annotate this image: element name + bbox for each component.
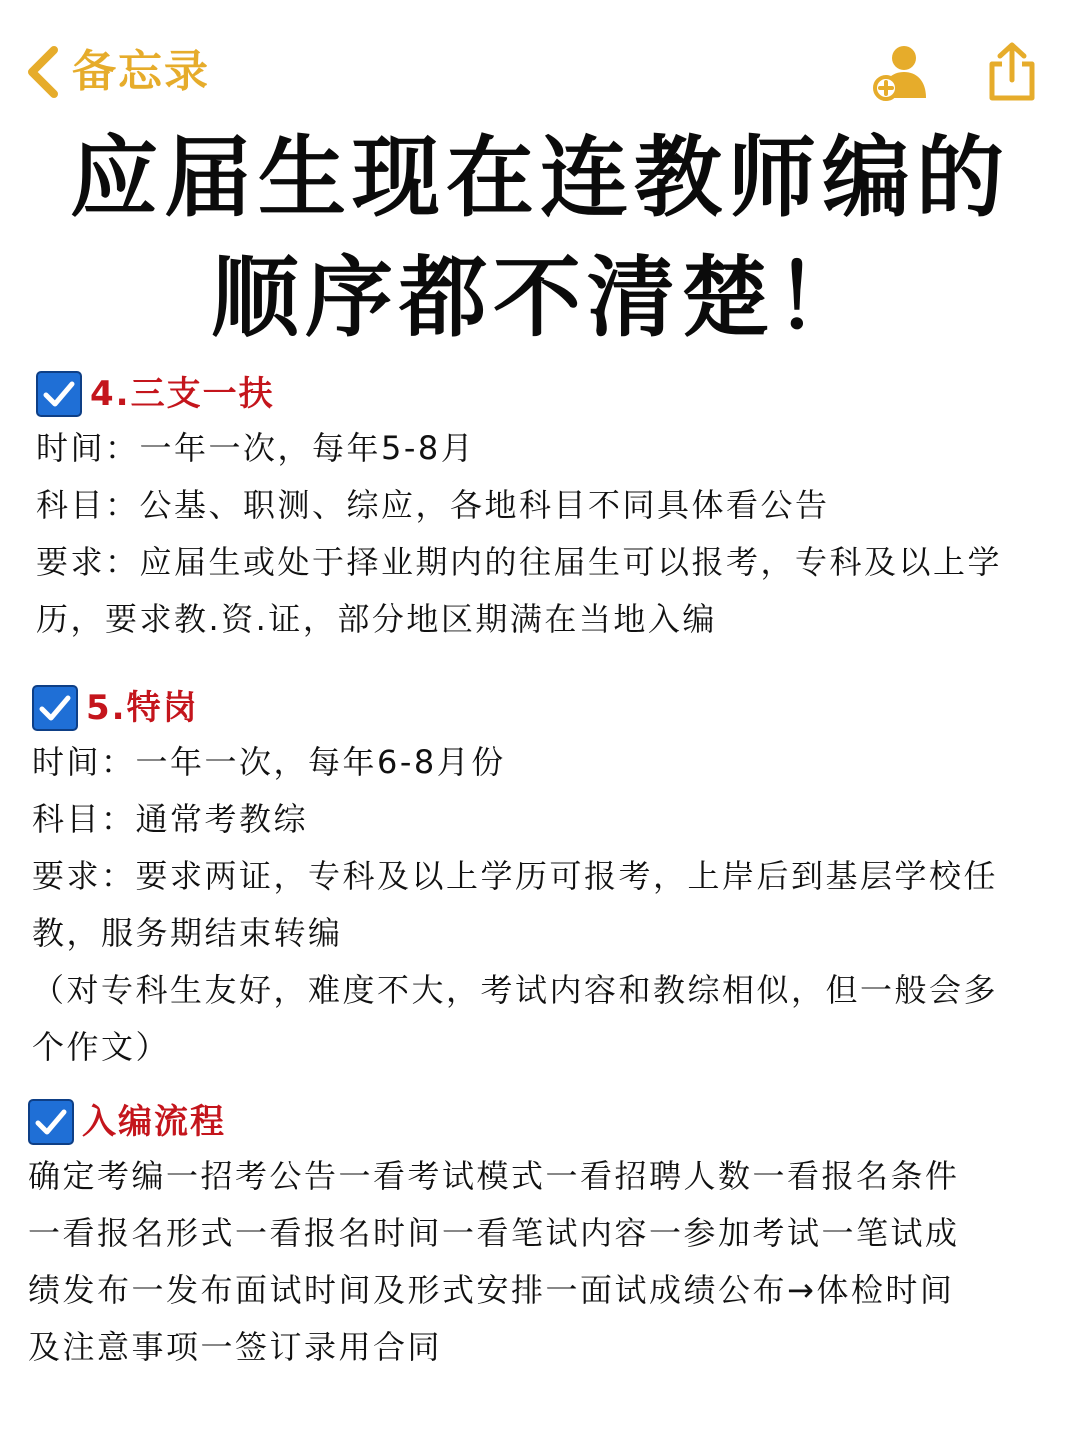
page-title bbox=[0, 118, 1080, 358]
page-title-line-2: 顺序都不清楚！ bbox=[210, 246, 869, 349]
info-line: 教，服务期结束转编 bbox=[32, 914, 343, 952]
section-title: 4.三支一扶 bbox=[90, 374, 275, 414]
share-icon bbox=[980, 40, 1044, 104]
page-title-line-1: 应届生现在连教师编的 bbox=[69, 126, 1010, 229]
checkbox-checked-icon bbox=[36, 371, 82, 417]
info-line: 个作文） bbox=[32, 1028, 171, 1066]
back-label: 备忘录 bbox=[72, 46, 210, 97]
info-line: 科目：公基、职测、综应，各地科目不同具体看公告 bbox=[36, 486, 830, 524]
navigation-bar bbox=[0, 0, 1080, 130]
info-line: 及注意事项一签订录用合同 bbox=[28, 1328, 443, 1366]
checkbox-checked-icon bbox=[32, 685, 78, 731]
info-line: 科目：通常考教综 bbox=[32, 800, 309, 838]
info-line: 一看报名形式一看报名时间一看笔试内容一参加考试一笔试成 bbox=[28, 1214, 960, 1252]
section-tegang bbox=[32, 682, 1072, 1076]
info-line: 确定考编一招考公告一看考试模式一看招聘人数一看报名条件 bbox=[28, 1157, 960, 1195]
info-line: 绩发布一发布面试时间及形式安排一面试成绩公布→体检时间 bbox=[28, 1271, 955, 1309]
info-line: 历，要求教.资.证，部分地区期满在当地入编 bbox=[36, 600, 717, 638]
info-line: （对专科生友好，难度不大，考试内容和教综相似，但一般会多 bbox=[32, 971, 999, 1009]
add-person-button[interactable] bbox=[868, 40, 932, 104]
section-header bbox=[28, 1096, 1068, 1148]
checkbox-checked-icon bbox=[28, 1099, 74, 1145]
info-line: 要求：要求两证，专科及以上学历可报考，上岸后到基层学校任 bbox=[32, 857, 999, 895]
section-header bbox=[36, 368, 1076, 420]
section-header bbox=[32, 682, 1072, 734]
info-line: 要求：应届生或处于择业期内的往届生可以报考，专科及以上学 bbox=[36, 543, 1003, 581]
share-button[interactable] bbox=[980, 40, 1044, 104]
section-sanzhiyifu bbox=[36, 368, 1076, 648]
info-line: 时间：一年一次，每年6-8月份 bbox=[32, 743, 506, 781]
info-line: 时间：一年一次，每年5-8月 bbox=[36, 429, 476, 467]
add-person-icon bbox=[868, 40, 932, 104]
back-button[interactable] bbox=[22, 40, 210, 104]
chevron-left-icon bbox=[22, 44, 62, 100]
section-enrollment-process bbox=[28, 1096, 1068, 1376]
section-title: 入编流程 bbox=[82, 1102, 226, 1142]
section-title: 5.特岗 bbox=[86, 688, 199, 728]
